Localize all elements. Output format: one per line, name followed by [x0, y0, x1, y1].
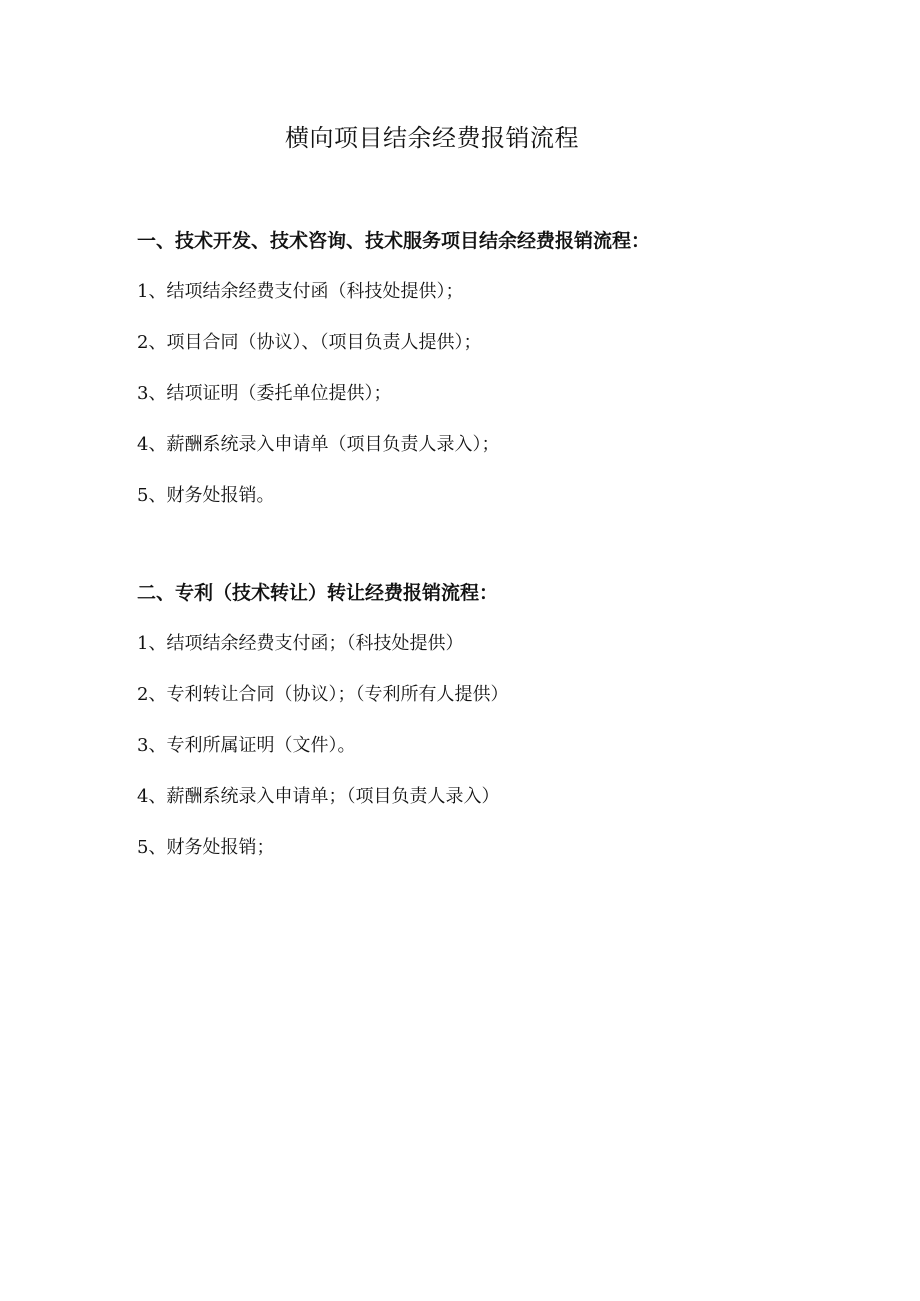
step-item: 5、财务处报销；: [137, 837, 275, 858]
step-list: [137, 629, 837, 863]
section-patent-transfer: [137, 578, 837, 863]
section-heading: 二、专利（技术转让）转让经费报销流程：: [137, 582, 499, 604]
step-item: 1、结项结余经费支付函（科技处提供）；: [137, 281, 464, 302]
step-item: 1、结项结余经费支付函；（科技处提供）: [137, 633, 464, 654]
step-item: 4、薪酬系统录入申请单（项目负责人录入）；: [137, 434, 500, 455]
step-item: 5、财务处报销。: [137, 485, 275, 506]
step-item: 3、结项证明（委托单位提供）；: [137, 383, 392, 404]
step-item: 2、项目合同（协议）、（项目负责人提供）；: [137, 332, 482, 353]
section-heading: 一、技术开发、技术咨询、技术服务项目结余经费报销流程：: [137, 230, 651, 252]
step-list: [137, 277, 837, 511]
step-item: 4、薪酬系统录入申请单；（项目负责人录入）: [137, 786, 500, 807]
step-item: 2、专利转让合同（协议）；（专利所有人提供）: [137, 684, 509, 705]
step-item: 3、专利所属证明（文件）。: [137, 735, 356, 756]
document-title: 横向项目结余经费报销流程: [285, 124, 579, 152]
section-technical-projects: [137, 226, 837, 511]
